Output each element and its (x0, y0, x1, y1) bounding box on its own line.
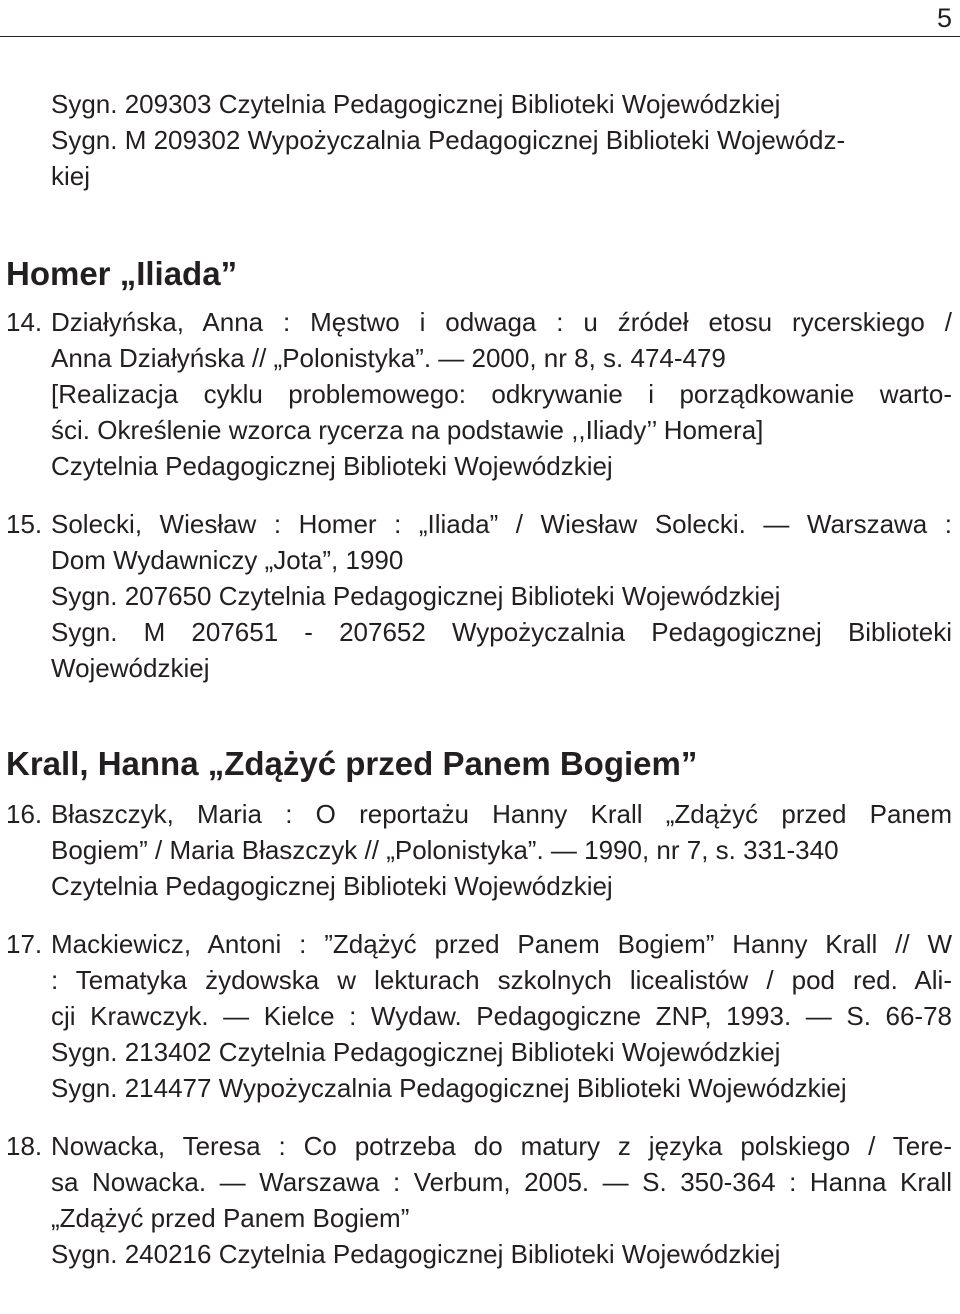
call-number-line: Sygn. 209303 Czytelnia Pedagogicznej Biblioteki Wojewódzkiej (51, 89, 781, 119)
entry-line: cji Krawczyk. — Kielce : Wydaw. Pedagogiczne ZNP, 1993. — S. 66-78 (51, 1001, 952, 1031)
entry-line: Działyńska, Anna : Męstwo i odwaga : u źródeł etosu rycerskiego / (51, 307, 952, 337)
bibliography-entry-16 (6, 796, 952, 904)
entry-number: 18. (6, 1131, 43, 1161)
entry-line: Sygn. 214477 Wypożyczalnia Pedagogicznej Biblioteki Wojewódzkiej (51, 1073, 847, 1103)
header-rule (0, 36, 960, 37)
bibliography-entry-18 (6, 1128, 952, 1272)
document-body (6, 86, 952, 1272)
entry-line: Nowacka, Teresa : Co potrzeba do matury z języka polskiego / Tere- (51, 1131, 952, 1161)
call-number-line: Sygn. M 209302 Wypożyczalnia Pedagogicznej Biblioteki Wojewódz- (51, 125, 846, 155)
entry-line: Czytelnia Pedagogicznej Biblioteki Wojewódzkiej (51, 871, 613, 901)
page-number: 5 (936, 3, 952, 33)
bibliography-entry-17 (6, 926, 952, 1106)
entry-line: ści. Określenie wzorca rycerza na podstawie ,,Iliady’’ Homera] (51, 415, 764, 445)
entry-line: sa Nowacka. — Warszawa : Verbum, 2005. — S. 350-364 : Hanna Krall (51, 1167, 952, 1197)
call-number-line: kiej (51, 161, 91, 191)
entry-number: 14. (6, 307, 43, 337)
entry-line: Mackiewicz, Antoni : ”Zdążyć przed Panem Bogiem” Hanny Krall // W (51, 929, 952, 959)
entry-line: [Realizacja cyklu problemowego: odkrywanie i porządkowanie warto- (51, 379, 952, 409)
section-heading-krall: Krall, Hanna „Zdążyć przed Panem Bogiem” (6, 745, 698, 782)
entry-number: 17. (6, 929, 43, 959)
entry-line: Bogiem” / Maria Błaszczyk // „Polonistyka”. — 1990, nr 7, s. 331-340 (51, 835, 839, 865)
entry-line: Wojewódzkiej (51, 653, 210, 683)
entry-line: Anna Działyńska // „Polonistyka”. — 2000, nr 8, s. 474-479 (51, 343, 726, 373)
entry-line: Błaszczyk, Maria : O reportażu Hanny Krall „Zdążyć przed Panem (51, 799, 952, 829)
entry-number: 16. (6, 799, 43, 829)
entry-line: Sygn. 213402 Czytelnia Pedagogicznej Biblioteki Wojewódzkiej (51, 1037, 781, 1067)
entry-line: Dom Wydawniczy „Jota”, 1990 (51, 545, 404, 575)
entry-line: Sygn. M 207651 - 207652 Wypożyczalnia Pedagogicznej Biblioteki (51, 617, 952, 647)
entry-line: Sygn. 240216 Czytelnia Pedagogicznej Biblioteki Wojewódzkiej (51, 1239, 781, 1269)
entry-line: : Tematyka żydowska w lekturach szkolnych licealistów / pod red. Ali- (51, 965, 952, 995)
bibliography-entry-15 (6, 506, 952, 686)
section-heading-homer: Homer „Iliada” (6, 255, 238, 292)
entry-number: 15. (6, 509, 43, 539)
bibliography-entry-14 (6, 304, 952, 484)
entry-line: Sygn. 207650 Czytelnia Pedagogicznej Biblioteki Wojewódzkiej (51, 581, 781, 611)
entry-line: Czytelnia Pedagogicznej Biblioteki Wojewódzkiej (51, 451, 613, 481)
continued-entry (6, 86, 952, 194)
entry-line: „Zdążyć przed Panem Bogiem” (51, 1203, 410, 1233)
entry-line: Solecki, Wiesław : Homer : „Iliada” / Wiesław Solecki. — Warszawa : (51, 509, 952, 539)
